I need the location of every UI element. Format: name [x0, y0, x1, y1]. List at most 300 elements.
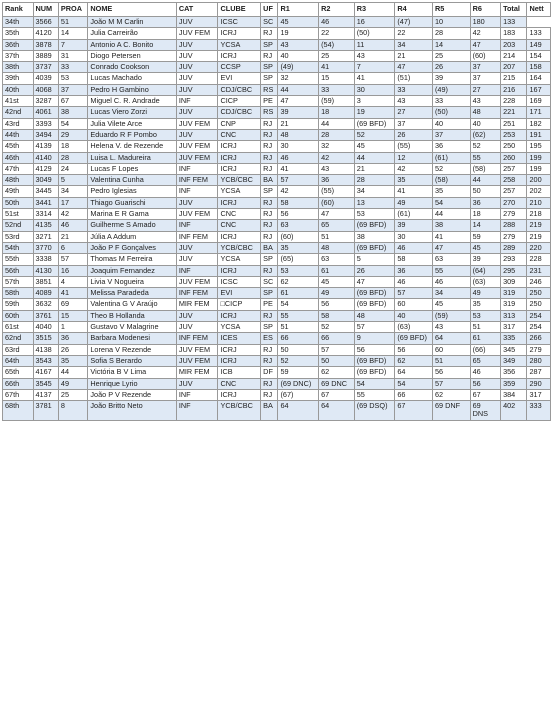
cell-r4: 64: [395, 367, 433, 378]
cell-r2: (60): [319, 197, 355, 208]
cell-r3: 34: [354, 186, 395, 197]
cell-proa: 53: [58, 73, 87, 84]
cell-r3: (69 BFD): [354, 355, 395, 366]
cell-cat: JUV: [176, 378, 218, 389]
cell-nome: Thomas M Ferreira: [88, 254, 176, 265]
cell-nett: 218: [527, 209, 551, 220]
cell-cat: INF: [176, 220, 218, 231]
cell-nett: 231: [527, 265, 551, 276]
cell-r6: 36: [470, 197, 501, 208]
cell-nett: 333: [527, 401, 551, 421]
cell-r6: 43: [470, 96, 501, 107]
cell-total: 215: [501, 73, 527, 84]
cell-proa: 29: [58, 129, 87, 140]
cell-rank: 63rd: [3, 344, 34, 355]
cell-proa: 34: [58, 186, 87, 197]
cell-nome: Eduardo R F Pombo: [88, 129, 176, 140]
cell-r4: 30: [395, 231, 433, 242]
cell-num: 3566: [33, 17, 58, 28]
cell-nome: Pedro H Gambino: [88, 84, 176, 95]
cell-nett: 246: [527, 276, 551, 287]
cell-num: 3761: [33, 310, 58, 321]
cell-num: 4068: [33, 84, 58, 95]
cell-nett: 191: [527, 129, 551, 140]
cell-rank: 49th: [3, 186, 34, 197]
cell-num: 3393: [33, 118, 58, 129]
cell-r5: 64: [432, 333, 470, 344]
cell-cat: JUV: [176, 73, 218, 84]
cell-r2: 56: [319, 299, 355, 310]
cell-r2: 22: [319, 28, 355, 39]
cell-r3: 56: [354, 344, 395, 355]
table-row: [3, 197, 551, 208]
cell-clube: ICRJ: [218, 389, 261, 400]
cell-num: 4135: [33, 220, 58, 231]
cell-uf: RJ: [261, 231, 278, 242]
cell-proa: 4: [58, 276, 87, 287]
cell-r3: 11: [354, 39, 395, 50]
cell-r6: 35: [470, 299, 501, 310]
cell-uf: RS: [261, 84, 278, 95]
cell-cat: JUV FEM: [176, 209, 218, 220]
cell-nett: 279: [527, 344, 551, 355]
cell-num: 3287: [33, 96, 58, 107]
cell-total: 253: [501, 129, 527, 140]
cell-proa: 25: [58, 389, 87, 400]
cell-clube: CICP: [218, 96, 261, 107]
cell-nett: 195: [527, 141, 551, 152]
cell-clube: EVI: [218, 288, 261, 299]
cell-nome: Antonio A C. Bonito: [88, 39, 176, 50]
cell-total: 279: [501, 231, 527, 242]
cell-rank: 34th: [3, 17, 34, 28]
cell-r6: 48: [470, 107, 501, 118]
cell-cat: JUV: [176, 197, 218, 208]
cell-clube: ICRJ: [218, 344, 261, 355]
cell-nome: João P V Rezende: [88, 389, 176, 400]
cell-r2: 15: [319, 73, 355, 84]
table-row: [3, 265, 551, 276]
cell-nett: 280: [527, 355, 551, 366]
cell-nett: 133: [527, 28, 551, 39]
cell-uf: RJ: [261, 355, 278, 366]
cell-r1: 47: [278, 96, 319, 107]
cell-proa: 16: [58, 265, 87, 276]
cell-nome: Thiago Guarischi: [88, 197, 176, 208]
cell-uf: RJ: [261, 152, 278, 163]
table-row: [3, 186, 551, 197]
cell-cat: JUV: [176, 310, 218, 321]
cell-uf: RJ: [261, 118, 278, 129]
cell-nome: Guilherme S Amado: [88, 220, 176, 231]
cell-rank: 36th: [3, 39, 34, 50]
cell-r5: 39: [432, 73, 470, 84]
cell-r2: 66: [319, 333, 355, 344]
cell-r2: 47: [319, 209, 355, 220]
cell-r5: 54: [432, 197, 470, 208]
cell-r3: (69 BFD): [354, 299, 395, 310]
cell-uf: RJ: [261, 50, 278, 61]
cell-r1: (69 DNC): [278, 378, 319, 389]
cell-r1: 40: [278, 50, 319, 61]
cell-cat: JUV: [176, 322, 218, 333]
cell-r4: 60: [395, 299, 433, 310]
cell-rank: 64th: [3, 355, 34, 366]
cell-r6: (64): [470, 265, 501, 276]
table-row: [3, 367, 551, 378]
cell-total: 203: [501, 39, 527, 50]
cell-r3: (69 BFD): [354, 118, 395, 129]
cell-proa: 67: [58, 96, 87, 107]
cell-r6: 37: [470, 73, 501, 84]
cell-r6: 42: [470, 28, 501, 39]
cell-nome: Lucas Viero Zorzi: [88, 107, 176, 118]
cell-r6: 52: [470, 141, 501, 152]
cell-uf: PE: [261, 299, 278, 310]
cell-r3: 3: [354, 96, 395, 107]
cell-proa: 1: [58, 322, 87, 333]
cell-rank: 37th: [3, 50, 34, 61]
table-row: [3, 141, 551, 152]
cell-uf: RJ: [261, 378, 278, 389]
cell-nome: Lorena V Rezende: [88, 344, 176, 355]
cell-proa: 14: [58, 28, 87, 39]
cell-uf: RJ: [261, 310, 278, 321]
cell-uf: RJ: [261, 344, 278, 355]
cell-r3: 21: [354, 163, 395, 174]
cell-num: 3781: [33, 401, 58, 421]
cell-uf: RJ: [261, 209, 278, 220]
cell-r5: 62: [432, 389, 470, 400]
cell-nett: 317: [527, 389, 551, 400]
cell-clube: CNC: [218, 378, 261, 389]
cell-r4: 35: [395, 175, 433, 186]
cell-clube: ICRJ: [218, 197, 261, 208]
cell-r2: 28: [319, 129, 355, 140]
cell-uf: RJ: [261, 28, 278, 39]
cell-uf: ES: [261, 333, 278, 344]
cell-r4: (47): [395, 17, 433, 28]
cell-proa: 17: [58, 197, 87, 208]
cell-r5: 35: [432, 186, 470, 197]
cell-cat: INF FEM: [176, 288, 218, 299]
cell-r4: 57: [395, 288, 433, 299]
cell-r3: (69 BFD): [354, 367, 395, 378]
cell-clube: CNC: [218, 209, 261, 220]
cell-nome: João Britto Neto: [88, 401, 176, 421]
cell-uf: RJ: [261, 265, 278, 276]
table-row: [3, 39, 551, 50]
cell-nome: Julia Vilete Arce: [88, 118, 176, 129]
cell-r3: 44: [354, 152, 395, 163]
cell-r1: 21: [278, 118, 319, 129]
cell-nett: 158: [527, 62, 551, 73]
cell-r2: 43: [319, 163, 355, 174]
cell-r3: 26: [354, 265, 395, 276]
column-header-rank: Rank: [3, 3, 34, 17]
cell-total: 250: [501, 141, 527, 152]
cell-total: 345: [501, 344, 527, 355]
cell-nome: Valentina G V Araújo: [88, 299, 176, 310]
table-row: [3, 401, 551, 421]
cell-r4: (55): [395, 141, 433, 152]
cell-r4: 27: [395, 107, 433, 118]
cell-r2: 50: [319, 355, 355, 366]
cell-r1: 59: [278, 367, 319, 378]
cell-r6: 45: [470, 242, 501, 253]
cell-nome: Barbara Modenesi: [88, 333, 176, 344]
cell-num: 4039: [33, 73, 58, 84]
cell-r6: 53: [470, 310, 501, 321]
cell-r4: 43: [395, 96, 433, 107]
cell-r1: 39: [278, 107, 319, 118]
cell-total: 295: [501, 265, 527, 276]
cell-r2: 41: [319, 62, 355, 73]
cell-rank: 60th: [3, 310, 34, 321]
cell-total: 317: [501, 322, 527, 333]
cell-r5: 10: [432, 17, 470, 28]
cell-num: 3049: [33, 175, 58, 186]
cell-total: 349: [501, 355, 527, 366]
cell-r1: 43: [278, 39, 319, 50]
cell-proa: 46: [58, 220, 87, 231]
cell-uf: RS: [261, 107, 278, 118]
cell-r1: 30: [278, 141, 319, 152]
cell-uf: RJ: [261, 197, 278, 208]
cell-cat: JUV FEM: [176, 28, 218, 39]
cell-r1: 50: [278, 344, 319, 355]
cell-r1: 42: [278, 186, 319, 197]
cell-r4: 49: [395, 197, 433, 208]
cell-uf: RJ: [261, 389, 278, 400]
cell-cat: JUV: [176, 17, 218, 28]
cell-total: 313: [501, 310, 527, 321]
cell-r4: 12: [395, 152, 433, 163]
cell-r4: (61): [395, 209, 433, 220]
cell-r3: 19: [354, 107, 395, 118]
cell-num: 3632: [33, 299, 58, 310]
cell-proa: 54: [58, 118, 87, 129]
cell-clube: ICRJ: [218, 163, 261, 174]
cell-r3: 45: [354, 141, 395, 152]
cell-cat: MIR FEM: [176, 299, 218, 310]
table-row: [3, 163, 551, 174]
cell-r2: (54): [319, 39, 355, 50]
cell-r6: (66): [470, 344, 501, 355]
cell-nett: 202: [527, 186, 551, 197]
cell-total: 335: [501, 333, 527, 344]
cell-r1: 63: [278, 220, 319, 231]
cell-rank: 41st: [3, 96, 34, 107]
cell-proa: 33: [58, 62, 87, 73]
cell-r5: 28: [432, 28, 470, 39]
cell-num: 3543: [33, 355, 58, 366]
cell-clube: ICB: [218, 367, 261, 378]
cell-total: 260: [501, 152, 527, 163]
cell-r5: 34: [432, 288, 470, 299]
column-header-total: Total: [501, 3, 527, 17]
cell-num: 3338: [33, 254, 58, 265]
cell-total: 319: [501, 288, 527, 299]
cell-num: 4061: [33, 107, 58, 118]
cell-r1: 41: [278, 163, 319, 174]
cell-total: 257: [501, 163, 527, 174]
cell-rank: 56th: [3, 265, 34, 276]
table-row: [3, 231, 551, 242]
cell-clube: ICRJ: [218, 50, 261, 61]
cell-proa: 31: [58, 50, 87, 61]
table-row: [3, 84, 551, 95]
cell-r5: 37: [432, 129, 470, 140]
cell-r2: 25: [319, 50, 355, 61]
column-header-r5: R5: [432, 3, 470, 17]
cell-r5: 63: [432, 254, 470, 265]
cell-r5: 47: [432, 242, 470, 253]
cell-cat: JUV: [176, 242, 218, 253]
cell-total: 356: [501, 367, 527, 378]
cell-r3: 52: [354, 129, 395, 140]
cell-r4: (51): [395, 73, 433, 84]
column-header-nome: NOME: [88, 3, 176, 17]
cell-total: 258: [501, 175, 527, 186]
cell-r5: 25: [432, 50, 470, 61]
cell-nome: Miguel C. R. Andrade: [88, 96, 176, 107]
cell-r1: 57: [278, 175, 319, 186]
cell-num: 3445: [33, 186, 58, 197]
cell-r6: 37: [470, 62, 501, 73]
cell-r4: 22: [395, 28, 433, 39]
cell-r4: 40: [395, 310, 433, 321]
cell-proa: 57: [58, 254, 87, 265]
cell-cat: JUV: [176, 50, 218, 61]
cell-total: 319: [501, 299, 527, 310]
cell-r2: (59): [319, 96, 355, 107]
cell-rank: 50th: [3, 197, 34, 208]
cell-r2: 49: [319, 288, 355, 299]
cell-r1: (67): [278, 389, 319, 400]
cell-r5: (58): [432, 175, 470, 186]
cell-r1: 66: [278, 333, 319, 344]
cell-cat: INF FEM: [176, 175, 218, 186]
cell-cat: JUV FEM: [176, 141, 218, 152]
cell-r2: (55): [319, 186, 355, 197]
table-row: [3, 378, 551, 389]
cell-nett: 290: [527, 378, 551, 389]
cell-rank: 39th: [3, 73, 34, 84]
cell-total: 279: [501, 209, 527, 220]
cell-num: 3878: [33, 39, 58, 50]
table-row: [3, 209, 551, 220]
cell-r4: 47: [395, 62, 433, 73]
cell-cat: INF: [176, 265, 218, 276]
cell-nome: Júlia A Addum: [88, 231, 176, 242]
cell-proa: 37: [58, 84, 87, 95]
cell-r1: 53: [278, 265, 319, 276]
cell-proa: 49: [58, 378, 87, 389]
table-row: [3, 254, 551, 265]
cell-cat: JUV FEM: [176, 152, 218, 163]
cell-r2: 67: [319, 389, 355, 400]
cell-clube: ICRJ: [218, 355, 261, 366]
cell-r5: 57: [432, 378, 470, 389]
cell-rank: 65th: [3, 367, 34, 378]
cell-r5: 56: [432, 367, 470, 378]
cell-clube: YCSA: [218, 322, 261, 333]
cell-total: 228: [501, 96, 527, 107]
cell-total: 216: [501, 84, 527, 95]
cell-r3: 38: [354, 231, 395, 242]
cell-r1: 44: [278, 84, 319, 95]
cell-r6: (63): [470, 276, 501, 287]
cell-r3: (69 BFD): [354, 220, 395, 231]
cell-cat: JUV: [176, 62, 218, 73]
cell-r3: 57: [354, 322, 395, 333]
table-row: [3, 389, 551, 400]
cell-r1: 64: [278, 401, 319, 421]
cell-nett: 254: [527, 322, 551, 333]
cell-num: 4139: [33, 141, 58, 152]
cell-num: 4138: [33, 344, 58, 355]
cell-nett: 228: [527, 254, 551, 265]
cell-rank: 43rd: [3, 118, 34, 129]
cell-proa: 69: [58, 299, 87, 310]
cell-nome: João P F Gonçalves: [88, 242, 176, 253]
cell-uf: SC: [261, 276, 278, 287]
cell-r5: 55: [432, 265, 470, 276]
cell-cat: INF: [176, 96, 218, 107]
cell-r3: 47: [354, 276, 395, 287]
cell-clube: ICRJ: [218, 152, 261, 163]
cell-cat: INF: [176, 401, 218, 421]
cell-total: 207: [501, 62, 527, 73]
cell-r3: 54: [354, 378, 395, 389]
cell-nome: Lucas F Lopes: [88, 163, 176, 174]
cell-nome: Julia Carreirão: [88, 28, 176, 39]
cell-r6: 39: [470, 254, 501, 265]
cell-clube: CNP: [218, 118, 261, 129]
cell-r5: 14: [432, 39, 470, 50]
cell-r4: 37: [395, 118, 433, 129]
cell-total: 251: [501, 118, 527, 129]
cell-r6: 69 DNS: [470, 401, 501, 421]
column-header-num: NUM: [33, 3, 58, 17]
cell-rank: 52nd: [3, 220, 34, 231]
cell-r1: 54: [278, 299, 319, 310]
cell-num: 3545: [33, 378, 58, 389]
cell-r2: 63: [319, 254, 355, 265]
cell-uf: SP: [261, 39, 278, 50]
cell-r5: (50): [432, 107, 470, 118]
cell-uf: RJ: [261, 220, 278, 231]
cell-clube: YCSA: [218, 39, 261, 50]
cell-r3: 5: [354, 254, 395, 265]
cell-r2: 36: [319, 175, 355, 186]
results-table: [2, 2, 551, 421]
cell-r3: (50): [354, 28, 395, 39]
cell-r5: 41: [432, 231, 470, 242]
table-row: [3, 96, 551, 107]
cell-r3: 7: [354, 62, 395, 73]
cell-r5: 51: [432, 355, 470, 366]
cell-clube: ICRJ: [218, 231, 261, 242]
cell-cat: MIR FEM: [176, 367, 218, 378]
cell-r4: 36: [395, 265, 433, 276]
cell-cat: INF: [176, 163, 218, 174]
cell-r1: 62: [278, 276, 319, 287]
cell-clube: CNC: [218, 129, 261, 140]
cell-r6: 56: [470, 378, 501, 389]
cell-r3: 55: [354, 389, 395, 400]
